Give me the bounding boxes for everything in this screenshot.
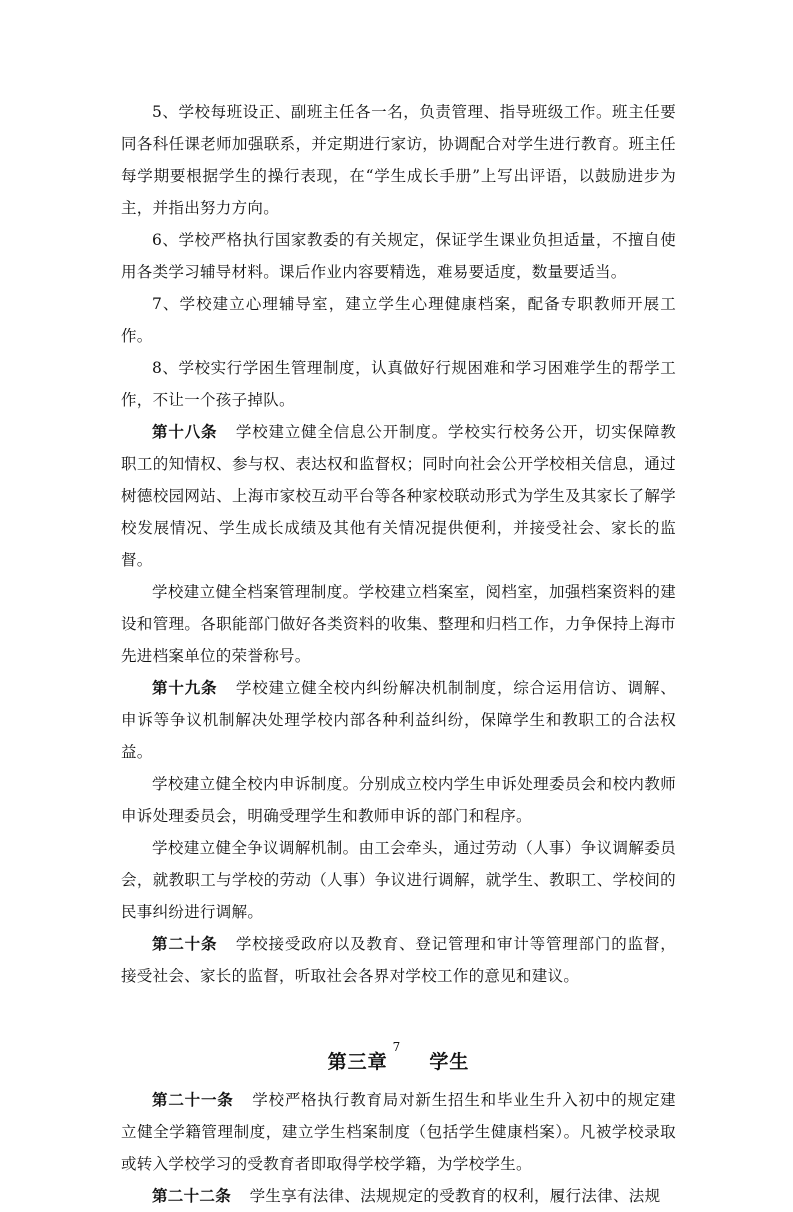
body-paragraph (121, 288, 676, 352)
paragraph-text: 学校建立健全校内申诉制度。分别成立校内学生申诉处理委员会和校内教师申诉处理委员会，明确受理学生和教师申诉的部门和程序。 (121, 775, 676, 825)
article-paragraph (121, 1084, 676, 1180)
paragraph-text: 学校严格执行教育局对新生招生和毕业生升入初中的规定建立健全学籍管理制度，建立学生档案制度（包括学生健康档案）。凡被学校录取或转入学校学习的受教育者即取得学校学籍，为学校学生。 (121, 1091, 676, 1173)
article-number: 第十八条 (152, 422, 218, 441)
body-paragraph (121, 576, 676, 672)
article-paragraph (121, 1180, 676, 1212)
article-number: 第二十二条 (152, 1186, 232, 1205)
article-paragraph (121, 416, 676, 576)
paragraph-text: 学校建立健全争议调解机制。由工会牵头，通过劳动（人事）争议调解委员会，就教职工与学校的劳动（人事）争议进行调解，就学生、教职工、学校间的民事纠纷进行调解。 (121, 839, 676, 921)
body-paragraph (121, 832, 676, 928)
body-paragraph (121, 96, 676, 224)
paragraph-text: 学校建立健全校内纠纷解决机制制度，综合运用信访、调解、申诉等争议机制解决处理学校内部各种利益纠纷，保障学生和教职工的合法权益。 (121, 679, 676, 761)
paragraph-text: 5、学校每班设正、副班主任各一名，负责管理、指导班级工作。班主任要同各科任课老师加强联系，并定期进行家访，协调配合对学生进行教育。班主任每学期要根据学生的操行表现，在“学生成长手册”上写出评语，以鼓励进步为主，并指出努力方向。 (121, 103, 676, 217)
chapter-number: 第三章 (327, 1051, 388, 1073)
body-paragraph (121, 224, 676, 288)
paragraph-text: 学校接受政府以及教育、登记管理和审计等管理部门的监督，接受社会、家长的监督，听取社会各界对学校工作的意见和建议。 (121, 935, 676, 985)
paragraph-text: 学校建立健全信息公开制度。学校实行校务公开，切实保障教职工的知情权、参与权、表达权和监督权；同时向社会公开学校相关信息，通过树德校园网站、上海市家校互动平台等各种家校联动形式为学生及其家长了解学校发展情况、学生成长成绩及其他有关情况提供便利，并接受社会、家长的监督。 (121, 423, 676, 569)
body-paragraph (121, 352, 676, 416)
article-number: 第十九条 (152, 678, 218, 697)
article-number: 第二十条 (152, 934, 218, 953)
article-paragraph (121, 672, 676, 768)
page-number: 7 (392, 1040, 401, 1054)
paragraph-text: 6、学校严格执行国家教委的有关规定，保证学生课业负担适量，不擅自使用各类学习辅导材料。课后作业内容要精选，难易要适度，数量要适当。 (121, 231, 676, 281)
article-number: 第二十一条 (152, 1090, 234, 1109)
article-paragraph (121, 928, 676, 992)
paragraph-text: 学校建立健全档案管理制度。学校建立档案室，阅档室，加强档案资料的建设和管理。各职能部门做好各类资料的收集、整理和归档工作，力争保持上海市先进档案单位的荣誉称号。 (121, 583, 676, 665)
paragraph-text: 8、学校实行学困生管理制度，认真做好行规困难和学习困难学生的帮学工作，不让一个孩子掉队。 (121, 359, 676, 409)
paragraph-text: 学生享有法律、法规规定的受教育的权利，履行法律、法规 (249, 1187, 661, 1205)
paragraph-text: 7、学校建立心理辅导室，建立学生心理健康档案，配备专职教师开展工作。 (121, 295, 676, 345)
chapter-title: 学生 (429, 1051, 470, 1073)
body-paragraph (121, 768, 676, 832)
